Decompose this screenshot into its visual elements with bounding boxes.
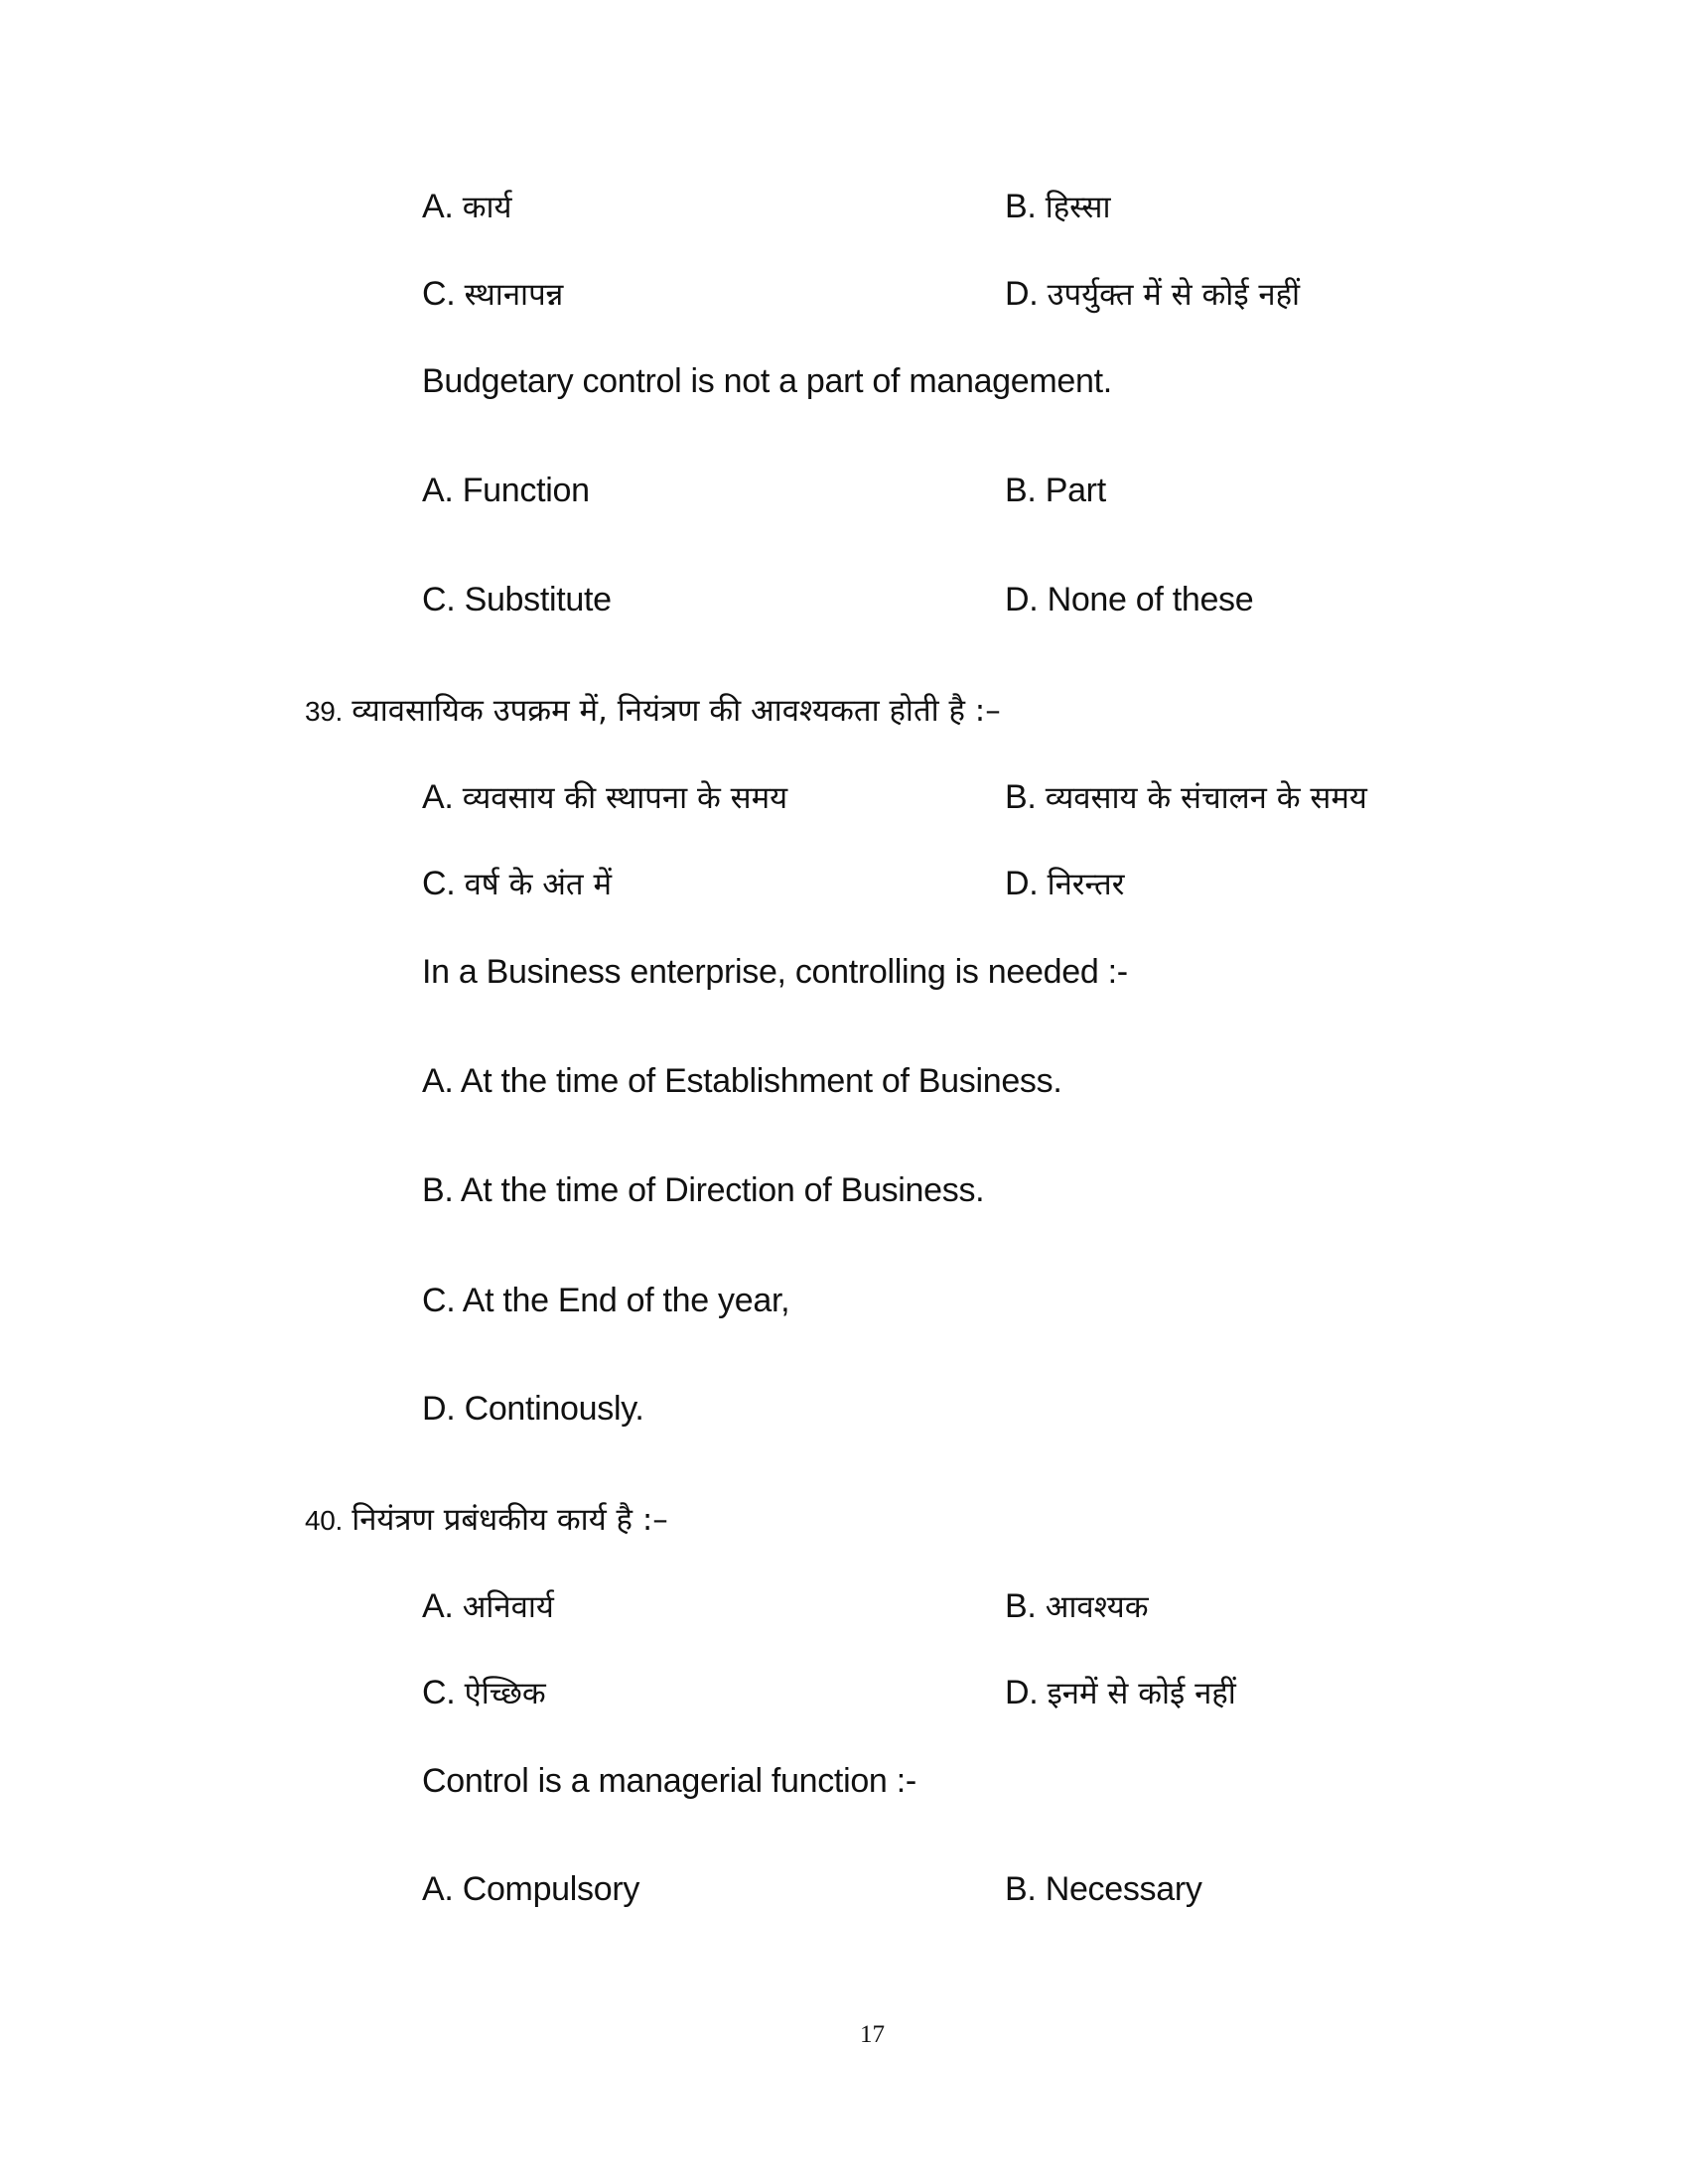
option-text: अनिवार्य: [462, 1589, 554, 1625]
option-text: वर्ष के अंत में: [464, 867, 612, 902]
option-label: A.: [422, 1870, 454, 1908]
question-hindi-text: नियंत्रण प्रबंधकीय कार्य है :–: [352, 1502, 668, 1538]
option-english-a: [422, 471, 590, 510]
option-label: A.: [422, 778, 454, 816]
option-hindi-a: [422, 1586, 554, 1627]
option-label: C.: [422, 1674, 456, 1711]
option-label: A.: [422, 472, 454, 509]
option-text: आवश्यक: [1045, 1589, 1149, 1625]
option-text: उपर्युक्त में से कोई नहीं: [1047, 277, 1301, 313]
option-text: Necessary: [1045, 1870, 1202, 1908]
option-text: At the time of Direction of Business.: [460, 1171, 985, 1209]
option-text: None of these: [1047, 581, 1254, 618]
option-label: C.: [422, 581, 456, 618]
option-hindi-c: [422, 274, 563, 315]
option-text: स्थानापन्न: [464, 277, 564, 313]
option-label: D.: [1005, 1674, 1039, 1711]
option-text: Part: [1045, 472, 1106, 509]
option-label: A.: [422, 1062, 454, 1100]
option-label: C.: [422, 1282, 456, 1319]
option-text: व्यवसाय की स्थापना के समय: [462, 780, 788, 816]
option-hindi-b: [1005, 187, 1111, 227]
option-english-d: [422, 1389, 644, 1429]
option-hindi-c: [422, 864, 612, 904]
option-text: At the time of Establishment of Business.: [460, 1062, 1062, 1100]
option-label: D.: [1005, 865, 1039, 902]
option-label: B.: [1005, 1587, 1037, 1625]
question-hindi-text: व्यावसायिक उपक्रम में, नियंत्रण की आवश्यकता होती है :–: [352, 693, 1001, 729]
option-english-d: [1005, 580, 1253, 619]
option-label: A.: [422, 188, 454, 225]
option-text: Compulsory: [462, 1870, 640, 1908]
option-label: C.: [422, 275, 456, 313]
option-text: निरन्तर: [1047, 867, 1125, 902]
question-39-english: In a Business enterprise, controlling is needed :-: [422, 953, 1128, 991]
question-number: 39.: [305, 696, 344, 727]
option-hindi-d: [1005, 1673, 1236, 1713]
option-hindi-d: [1005, 274, 1300, 315]
option-text: इनमें से कोई नहीं: [1047, 1676, 1236, 1711]
option-label: D.: [1005, 581, 1039, 618]
option-hindi-a: [422, 777, 787, 818]
option-english-a: [422, 1061, 1061, 1101]
option-hindi-b: [1005, 777, 1367, 818]
option-text: कार्य: [462, 190, 512, 225]
option-text: Substitute: [464, 581, 612, 618]
option-text: व्यवसाय के संचालन के समय: [1045, 780, 1367, 816]
option-hindi-d: [1005, 864, 1124, 904]
option-english-b: [1005, 471, 1106, 510]
question-39-hindi: [305, 690, 1001, 732]
option-english-b: [1005, 1869, 1202, 1909]
option-text: Continously.: [464, 1390, 644, 1428]
question-40-english: Control is a managerial function :-: [422, 1762, 916, 1800]
option-label: A.: [422, 1587, 454, 1625]
question-number: 40.: [305, 1505, 344, 1536]
option-label: B.: [1005, 188, 1037, 225]
option-label: B.: [1005, 472, 1037, 509]
option-hindi-a: [422, 187, 512, 227]
option-english-a: [422, 1869, 639, 1909]
option-label: D.: [422, 1390, 456, 1428]
option-label: B.: [1005, 778, 1037, 816]
option-text: ऐच्छिक: [464, 1676, 546, 1711]
option-english-c: [422, 1281, 789, 1320]
option-label: D.: [1005, 275, 1039, 313]
option-label: C.: [422, 865, 456, 902]
option-text: हिस्सा: [1045, 190, 1111, 225]
option-text: Function: [462, 472, 590, 509]
option-hindi-b: [1005, 1586, 1149, 1627]
page-number: 17: [860, 2021, 885, 2048]
option-label: B.: [422, 1171, 454, 1209]
option-english-b: [422, 1170, 984, 1210]
option-hindi-c: [422, 1673, 546, 1713]
question-english-text: Budgetary control is not a part of management.: [422, 362, 1112, 400]
option-text: At the End of the year,: [462, 1282, 790, 1319]
option-english-c: [422, 580, 612, 619]
option-label: B.: [1005, 1870, 1037, 1908]
question-40-hindi: [305, 1499, 668, 1541]
